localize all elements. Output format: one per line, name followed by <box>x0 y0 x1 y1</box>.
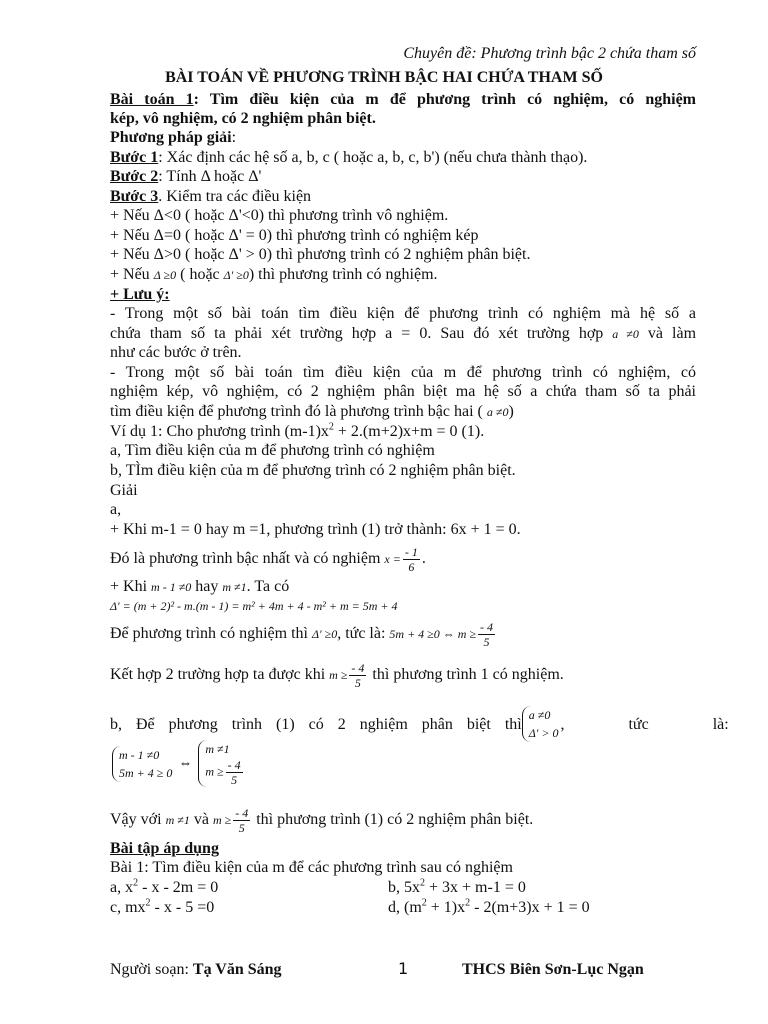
method-heading: Phương pháp giải: <box>110 129 237 146</box>
delta-equation: Δ' = (m + 2)² - m.(m - 1) = m² + 4m + 4 - m² + m = 5m + 4 <box>110 599 398 613</box>
linear-root-line: Đó là phương trình bậc nhất và có nghiệm x = $\frac{- 1}{6}$ . <box>110 544 426 574</box>
final-answer: Vậy với m ≠1 và m ≥ $\frac{- 4}{5}$ thì phương trình (1) có 2 nghiệm phân biệt. <box>110 805 534 835</box>
solution-heading: Giải <box>110 482 138 499</box>
combine-line: Kết hợp 2 trường hợp ta được khi m ≥ $\frac{- 4}{5}$ thì phương trình 1 có nghiệm. <box>110 660 564 690</box>
step-2: Bước 2: Tính Δ hoặc Δ' <box>110 168 262 185</box>
fraction: $\frac{- 4}{5}$ <box>480 619 494 649</box>
running-header: Chuyên đề: Phương trình bậc 2 chứa tham số <box>403 45 696 62</box>
part-b-line: b, Để phương trình (1) có 2 nghiệm phân biệt thì a ≠0 Δ' > 0 , tức là: <box>110 708 729 740</box>
condition-3: + Nếu Δ>0 ( hoặc Δ' > 0) thì phương trình có 2 nghiệm phân biệt. <box>110 246 531 263</box>
condition-1: + Nếu Δ<0 ( hoặc Δ'<0) thì phương trình vô nghiệm. <box>110 207 449 224</box>
note-heading: + Lưu ý: <box>110 286 170 303</box>
exercise-1b: b, $5x^2 + 3x + m-1 = 0$ <box>388 877 526 896</box>
page-title: BÀI TOÁN VỀ PHƯƠNG TRÌNH BẬC HAI CHỨA THAM SỐ <box>165 69 603 86</box>
note-p1-line-1: - Trong một số bài toán tìm điều kiện để phương trình có nghiệm mà hệ số a <box>110 305 696 322</box>
page-number: 1 <box>398 959 409 978</box>
problem-line-1: Bài toán 1: Tìm điều kiện của m để phương trình có nghiệm, có nghiệm <box>110 91 697 108</box>
exercise-1: Bài 1: Tìm điều kiện của m để các phương trình sau có nghiệm <box>110 859 513 876</box>
condition-2: + Nếu Δ=0 ( hoặc Δ' = 0) thì phương trình có nghiệm kép <box>110 227 479 244</box>
case-1: + Khi m-1 = 0 hay m =1, phương trình (1) trở thành: 6x + 1 = 0. <box>110 521 521 538</box>
problem-line-2: kép, vô nghiệm, có 2 nghiệm phân biệt. <box>110 110 376 127</box>
step-1: Bước 1: Xác định các hệ số a, b, c ( hoặc a, b, c, b') (nếu chưa thành thạo). <box>110 149 588 166</box>
footer-school: THCS Biên Sơn-Lục Ngạn <box>462 961 644 978</box>
exercises-heading: Bài tập áp dụng <box>110 840 219 857</box>
case-2: + Khi m - 1 ≠0 hay m ≠1. Ta có <box>110 578 290 595</box>
solution-a-label: a, <box>110 501 122 518</box>
system-brace: a ≠0 Δ' > 0 <box>522 706 559 742</box>
example-question-b: b, TÌm điều kiện của m để phương trình có 2 nghiệm phân biệt. <box>110 462 516 479</box>
note-p2-line-1: - Trong một số bài toán tìm điều kiện của m để phương trình có nghiệm, có <box>110 364 696 381</box>
step-3: Bước 3. Kiểm tra các điều kiện <box>110 188 312 205</box>
note-p2-line-3: tìm điều kiện để phương trình đó là phương trình bậc hai ( a ≠0) <box>110 403 514 420</box>
system-equivalence: m - 1 ≠0 5m + 4 ≥ 0 ⇔ m ≠1 m ≥ $\frac{- 4}{5}$ <box>112 740 245 787</box>
system-left: m - 1 ≠0 5m + 4 ≥ 0 <box>112 746 172 782</box>
condition-4: + Nếu Δ ≥0 ( hoặc Δ' ≥0) thì phương trình có nghiệm. <box>110 266 438 283</box>
note-p1-line-2: chứa tham số ta phải xét trường hợp a = 0. Sau đó xét trường hợp a ≠0 và làm <box>110 325 697 342</box>
condition-line: Để phương trình có nghiệm thì Δ' ≥0, tức là: 5m + 4 ≥0 ⇔ m ≥ $\frac{- 4}{5}$ <box>110 619 494 649</box>
note-p2-line-2: nghiệm kép, vô nghiệm, có 2 nghiệm phân biệt ma hệ số a chứa tham số ta phải <box>110 383 696 400</box>
exercise-1c: c, $mx^2 - x - 5 =0$ <box>110 897 215 916</box>
fraction: $\frac{- 4}{5}$ <box>351 660 365 690</box>
note-p1-line-3: như các bước ở trên. <box>110 344 242 361</box>
system-right: m ≠1 m ≥ $\frac{- 4}{5}$ <box>198 740 244 787</box>
fraction: $\frac{- 1}{6}$ <box>404 544 418 574</box>
footer-author: Người soạn: Tạ Văn Sáng <box>110 961 282 978</box>
problem-label: Bài toán 1 <box>110 91 194 108</box>
example-title: Ví dụ 1: Cho phương trình $(m-1)x^2 + 2.(m+2)x+m = 0$ (1). <box>110 421 485 440</box>
example-question-a: a, Tìm điều kiện của m để phương trình có nghiệm <box>110 442 435 459</box>
exercise-1d: d, $(m^2 + 1)x^2 - 2(m+3)x + 1 = 0$ <box>388 897 590 916</box>
fraction: $\frac{- 4}{5}$ <box>235 805 249 835</box>
exercise-1a: a, $x^2 - x - 2m = 0$ <box>110 877 219 896</box>
